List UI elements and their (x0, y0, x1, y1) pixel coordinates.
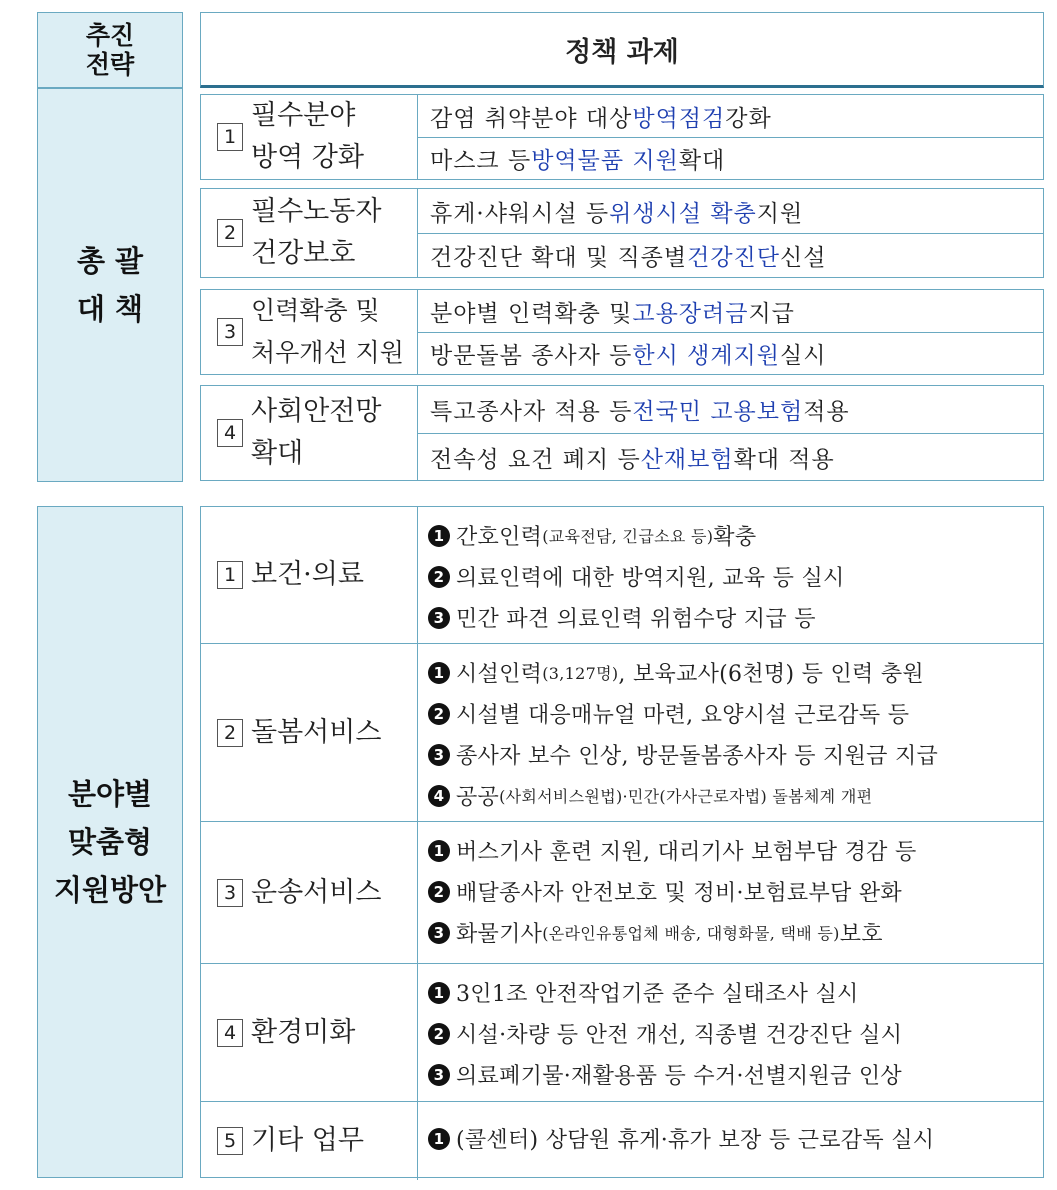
strategy-header-label: 추진 전략 (85, 21, 135, 79)
group-1-number: 1 (217, 123, 243, 151)
bullet-small: (사회서비스원법) (499, 787, 623, 806)
group-1-label: 필수분야 방역 강화 (251, 100, 364, 173)
group-2 (200, 188, 1044, 278)
group-2-item-2 (418, 233, 1043, 277)
sector-4-title (201, 964, 418, 1102)
text-post: 지원 (756, 200, 804, 227)
sector-5-label: 기타 업무 (251, 1125, 364, 1156)
group-4-number: 4 (217, 419, 243, 447)
text-pre: 특고종사자 적용 등 (430, 399, 633, 425)
text-pre: 분야별 인력확충 및 (430, 300, 633, 327)
text-pre: 마스크 등 (430, 148, 532, 174)
sector-row-2 (201, 643, 1043, 822)
text-post: 확대 (678, 148, 726, 174)
bullet-marker: 1 (428, 1128, 450, 1150)
bullet-marker: 3 (428, 744, 450, 766)
text-pre: 방문돌봄 종사자 등 (430, 343, 633, 369)
group-4-title (201, 386, 418, 480)
sector-row-3 (201, 821, 1043, 964)
bullet-small: (온라인유통업체 배송, 대형화물, 택배 등) (542, 924, 840, 943)
group-1 (200, 94, 1044, 180)
bullet-main: 간호인력 (456, 525, 543, 550)
text-highlight: 방역물품 지원 (531, 148, 679, 174)
bullet-rest: ·민간(가사근로자법) 돌봄체계 개편 (622, 787, 873, 806)
bullet-main: 시설·차량 등 안전 개선, 직종별 건강진단 실시 (456, 1023, 903, 1048)
bullet (428, 556, 1043, 597)
bullet (428, 597, 1043, 638)
group-2-number: 2 (217, 219, 243, 247)
sector-1-number: 1 (217, 561, 243, 589)
sector-row-1 (201, 507, 1043, 643)
text-highlight: 한시 생계지원 (632, 343, 780, 369)
bullet (428, 912, 1043, 953)
sector-4-label: 환경미화 (251, 1017, 356, 1048)
group-3-number: 3 (217, 318, 243, 346)
bullet-rest: 보호 (839, 922, 883, 947)
bullet-marker: 2 (428, 881, 450, 903)
group-1-title (201, 95, 418, 179)
bullet (428, 734, 1043, 775)
bullet (428, 1118, 1043, 1159)
bullet-main: 의료폐기물·재활용품 등 수거·선별지원금 인상 (456, 1064, 902, 1089)
sector-4-bullets (418, 964, 1043, 1102)
bullet-small: (3,127명) (542, 664, 619, 683)
section-comprehensive-label (37, 88, 183, 482)
bullet (428, 652, 1043, 693)
sector-row-4 (201, 963, 1043, 1102)
sector-3-label: 운송서비스 (251, 877, 382, 908)
group-3-title (201, 290, 418, 374)
sector-5-title (201, 1102, 418, 1180)
sector-4-number: 4 (217, 1019, 243, 1047)
group-3-item-2 (418, 332, 1043, 374)
sector-5-number: 5 (217, 1127, 243, 1155)
bullet-main: 버스기사 훈련 지원, 대리기사 보험부담 경감 등 (456, 840, 917, 865)
bullet-marker: 2 (428, 703, 450, 725)
sector-3-number: 3 (217, 879, 243, 907)
text-post: 적용 (803, 399, 850, 425)
bullet-marker: 1 (428, 662, 450, 684)
bullet (428, 775, 1043, 816)
sector-1-label: 보건·의료 (251, 559, 364, 590)
sector-table (200, 506, 1044, 1178)
section-sector-label (37, 506, 183, 1178)
section1-label-text: 총 괄 대 책 (76, 244, 144, 326)
group-3-label: 인력확충 및 처우개선 지원 (251, 296, 404, 367)
text-pre: 휴게·샤워시설 등 (430, 200, 610, 227)
bullet (428, 1054, 1043, 1095)
text-post: 실시 (780, 343, 827, 369)
text-post: 강화 (725, 105, 772, 132)
bullet-marker: 3 (428, 922, 450, 944)
text-highlight: 건강진단 (687, 245, 780, 271)
bullet-main: 공공 (456, 785, 500, 810)
sector-2-bullets (418, 644, 1043, 822)
text-post: 신설 (780, 245, 827, 271)
bullet-small: (교육전담, 긴급소요 등) (542, 527, 714, 546)
bullet (428, 830, 1043, 871)
sector-row-5 (201, 1101, 1043, 1180)
bullet-marker: 1 (428, 840, 450, 862)
bullet-main: 3인1조 안전작업기준 준수 실태조사 실시 (456, 982, 859, 1007)
bullet-main: 종사자 보수 인상, 방문돌봄종사자 등 지원금 지급 (456, 744, 939, 769)
group-4-label: 사회안전망 확대 (251, 396, 382, 469)
group-4-item-2 (418, 433, 1043, 480)
group-1-item-2 (418, 137, 1043, 179)
group-2-label: 필수노동자 건강보호 (251, 196, 382, 269)
group-2-item-1 (418, 189, 1043, 233)
bullet-main: 민간 파견 의료인력 위험수당 지급 등 (456, 607, 816, 632)
group-4 (200, 385, 1044, 481)
bullet (428, 693, 1043, 734)
group-1-item-1 (418, 95, 1043, 137)
bullet-main: 배달종사자 안전보호 및 정비·보험료부담 완화 (456, 881, 902, 906)
bullet (428, 972, 1043, 1013)
bullet-main: (콜센터) 상담원 휴게·휴가 보장 등 근로감독 실시 (456, 1128, 935, 1153)
bullet-marker: 1 (428, 525, 450, 547)
group-3-item-1 (418, 290, 1043, 332)
sector-2-title (201, 644, 418, 822)
group-4-item-1 (418, 386, 1043, 433)
bullet (428, 1013, 1043, 1054)
group-3 (200, 289, 1044, 375)
bullet-main: 의료인력에 대한 방역지원, 교육 등 실시 (456, 566, 845, 591)
sector-5-bullets (418, 1102, 1043, 1180)
policy-header (200, 12, 1044, 88)
text-post: 지급 (748, 300, 795, 327)
text-post: 확대 적용 (733, 446, 835, 473)
bullet-rest: , 보육교사(6천명) 등 인력 충원 (618, 662, 924, 687)
bullet (428, 871, 1043, 912)
sector-1-bullets (418, 507, 1043, 643)
sector-3-bullets (418, 822, 1043, 964)
bullet-marker: 1 (428, 982, 450, 1004)
text-highlight: 전국민 고용보험 (632, 399, 804, 425)
bullet-rest: 확충 (713, 525, 757, 550)
text-pre: 전속성 요건 폐지 등 (430, 446, 641, 473)
bullet-marker: 2 (428, 1023, 450, 1045)
bullet (428, 515, 1043, 556)
sector-1-title (201, 507, 418, 643)
bullet-marker: 3 (428, 607, 450, 629)
section2-label-text: 분야별 맞춤형 지원방안 (53, 777, 167, 907)
text-highlight: 고용장려금 (632, 300, 749, 327)
bullet-marker: 3 (428, 1064, 450, 1086)
sector-3-title (201, 822, 418, 964)
sector-2-number: 2 (217, 719, 243, 747)
bullet-main: 시설별 대응매뉴얼 마련, 요양시설 근로감독 등 (456, 703, 910, 728)
bullet-marker: 2 (428, 566, 450, 588)
text-highlight: 위생시설 확충 (609, 200, 757, 227)
text-pre: 감염 취약분야 대상 (430, 105, 633, 132)
policy-header-label: 정책 과제 (565, 36, 679, 68)
bullet-main: 시설인력 (456, 662, 543, 687)
text-highlight: 산재보험 (640, 446, 734, 473)
text-highlight: 방역점검 (632, 105, 726, 132)
bullet-marker: 4 (428, 785, 450, 807)
sector-2-label: 돌봄서비스 (251, 717, 382, 748)
group-2-title (201, 189, 418, 277)
strategy-header (37, 12, 183, 88)
bullet-main: 화물기사 (456, 922, 543, 947)
text-pre: 건강진단 확대 및 직종별 (430, 245, 688, 271)
